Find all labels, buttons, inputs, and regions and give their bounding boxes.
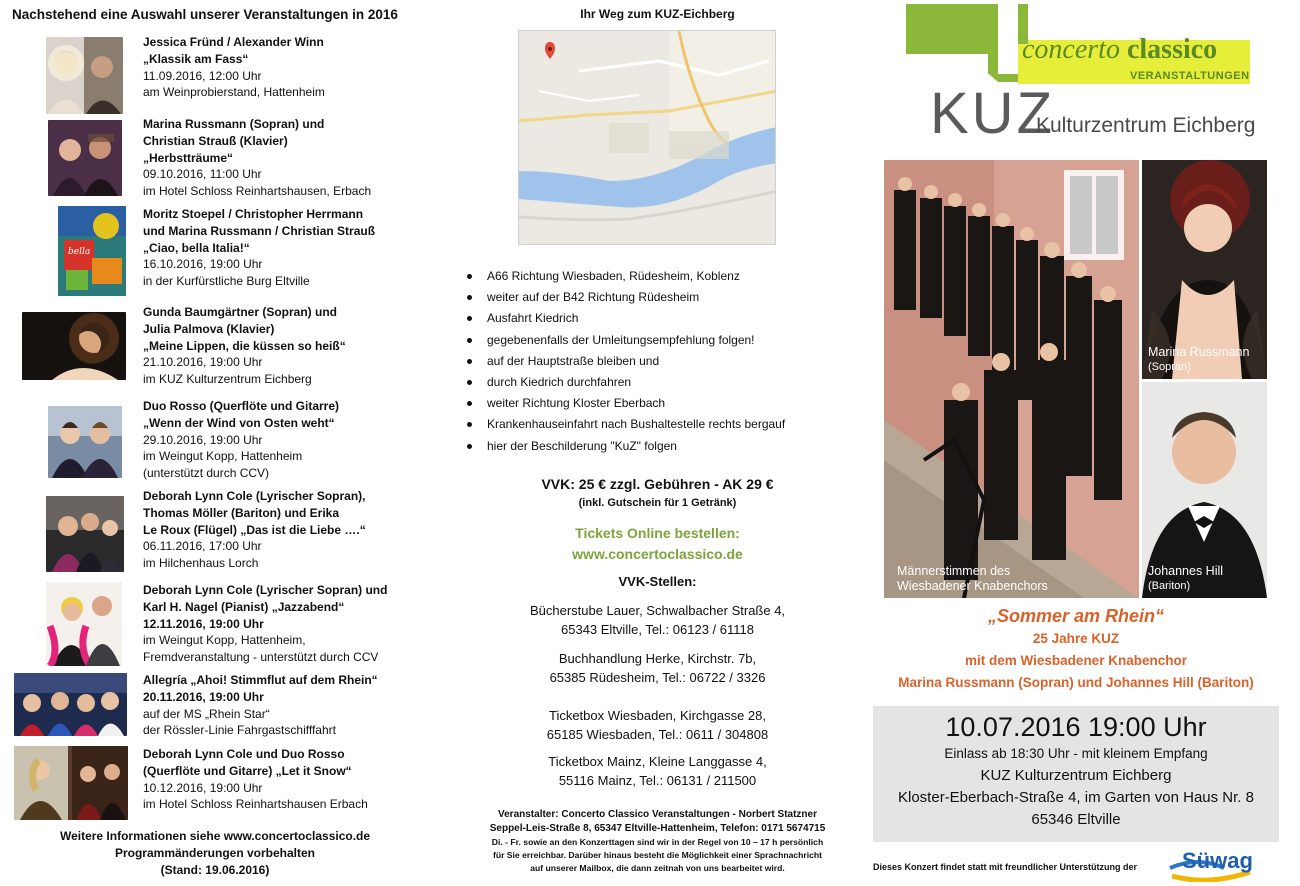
kuz-name: Kulturzentrum Eichberg xyxy=(1036,114,1256,137)
presale-store: Bücherstube Lauer, Schwalbacher Straße 4, 65343 Eltville, Tel.: 06123 / 61118 xyxy=(529,603,786,637)
kuz-letters: KUZ xyxy=(930,81,1055,146)
concert-subtitle: mit dem Wiesbadener Knabenchor xyxy=(965,653,1187,668)
admission-time: Einlass ab 18:30 Uhr - mit kleinem Empfang xyxy=(944,746,1208,761)
baritone-photo xyxy=(1142,382,1267,598)
direction-step: weiter auf der B42 Richtung Rüdesheim xyxy=(464,287,785,308)
event-text: Duo Rosso (Querflöte und Gitarre) „Wenn der Wind von Osten weht“ 29.10.2016, 19:00 Uhr im Weingut Kopp, Hattenheim (unterstützt durch CCV) xyxy=(143,399,340,481)
concert-title: „Sommer am Rhein“ xyxy=(987,606,1165,626)
concert-date: 10.07.2016 19:00 Uhr xyxy=(945,712,1207,742)
route-map xyxy=(518,30,776,245)
direction-step: Krankenhauseinfahrt nach Bushaltestelle rechts bergauf xyxy=(464,414,785,435)
event-text: Deborah Lynn Cole und Duo Rosso (Querflöte und Gitarre) „Let it Snow“ 10.12.2016, 19:00 Uhr im Hotel Schloss Reinhartshausen Erbach xyxy=(143,747,368,812)
online-tickets-link[interactable]: www.concertoclassico.de xyxy=(572,546,743,562)
events-heading: Nachstehend eine Auswahl unserer Veranstaltungen in 2016 xyxy=(12,7,398,22)
status-date: (Stand: 19.06.2016) xyxy=(160,863,270,877)
ticket-prices: VVK: 25 € zzgl. Gebühren - AK 29 € xyxy=(541,476,774,492)
direction-step: weiter Richtung Kloster Eberbach xyxy=(464,393,785,414)
sponsor-text: Dieses Konzert findet statt mit freundlicher Unterstützung der xyxy=(873,862,1138,872)
soprano-caption: Marina Russmann (Sopran) xyxy=(1148,345,1250,373)
logo-sub: VERANSTALTUNGEN xyxy=(1130,70,1250,82)
event-photo xyxy=(48,120,122,196)
presale-heading: VVK-Stellen: xyxy=(618,574,697,589)
choir-photo xyxy=(884,160,1139,598)
suewag-logo xyxy=(1168,846,1274,882)
more-info-line: Weitere Informationen siehe www.concertoclassico.de xyxy=(59,829,371,843)
concert-subtitle: 25 Jahre KUZ xyxy=(1032,631,1120,646)
organizer-info: Veranstalter: Concerto Classico Veranstaltungen - Norbert Statzner Seppel-Leis-Straße 8, 65347 Eltville-Hattenheim, Telefon: 0171 5674715 Di. - Fr. sowie an den Konzerttagen sind wir in der Regel von 10 – 17 h persönlich für Sie erreichbar. Darüber hinaus besteht die Möglichkeit einer Sprachnachricht auf unserer Mailbox, die dann zeitnah von uns bearbeitet wird. xyxy=(489,809,826,873)
event-photo xyxy=(14,746,128,820)
date-box xyxy=(873,706,1279,842)
ticket-prices-note: (inkl. Gutschein für 1 Getränk) xyxy=(578,497,737,509)
direction-step: gegebenenfalls der Umleitungsempfehlung folgen! xyxy=(464,330,785,351)
event-text: Deborah Lynn Cole (Lyrischer Sopran), Thomas Möller (Bariton) und Erika Le Roux (Flügel) „Das ist die Liebe ….“ 06.11.2016, 17:00 Uhr im Hilchenhaus Lorch xyxy=(143,489,366,571)
event-text: Deborah Lynn Cole (Lyrischer Sopran) und Karl H. Nagel (Pianist) „Jazzabend“ 12.11.2016, 19:00 Uhr im Weingut Kopp, Hattenheim, Fremdveranstaltung - unterstützt durch CCV xyxy=(143,583,388,665)
route-title: Ihr Weg zum KUZ-Eichberg xyxy=(580,7,735,21)
directions-column xyxy=(430,0,870,886)
online-tickets-label: Tickets Online bestellen: xyxy=(575,525,740,541)
event-text: Moritz Stoepel / Christopher Herrmann und Marina Russmann / Christian Strauß „Ciao, bella Italia!“ 16.10.2016, 19:00 Uhr in der Kurfürstliche Burg Eltville xyxy=(143,207,376,289)
directions-list xyxy=(464,266,785,457)
event-photo xyxy=(46,37,123,114)
event-photo xyxy=(46,496,124,572)
choir-caption: Männerstimmen des Wiesbadener Knabenchors xyxy=(897,564,1048,593)
suewag-wordmark: Süwag xyxy=(1182,848,1253,873)
presale-store: Ticketbox Wiesbaden, Kirchgasse 28, 65185 Wiesbaden, Tel.: 0611 / 304808 xyxy=(546,708,769,742)
soprano-photo xyxy=(1142,160,1267,379)
online-tickets xyxy=(430,523,885,565)
event-photo xyxy=(22,312,126,380)
concert-column xyxy=(870,0,1300,886)
event-text: Jessica Fründ / Alexander Winn „Klassik am Fass“ 11.09.2016, 12:00 Uhr am Weinprobierstand, Hattenheim xyxy=(143,35,325,100)
direction-step: auf der Hauptstraße bleiben und xyxy=(464,351,785,372)
event-text: Marina Russmann (Sopran) und Christian Strauß (Klavier) „Herbstträume“ 09.10.2016, 11:00 Uhr im Hotel Schloss Reinhartshausen, Erbach xyxy=(143,117,372,199)
direction-step: durch Kiedrich durchfahren xyxy=(464,372,785,393)
event-photo xyxy=(48,406,122,478)
event-photo xyxy=(14,673,127,736)
event-photo xyxy=(58,206,126,296)
concert-title-block xyxy=(870,604,1282,694)
events-column xyxy=(0,0,420,886)
presale-store: Buchhandlung Herke, Kirchstr. 7b, 65385 Rüdesheim, Tel.: 06722 / 3326 xyxy=(549,651,766,685)
event-text: Allegría „Ahoi! Stimmflut auf dem Rhein“ 20.11.2016, 19:00 Uhr auf der MS „Rhein Star“ der Rössler-Linie Fahrgastschifffahrt xyxy=(143,673,378,738)
event-photo xyxy=(46,582,122,666)
events-footer xyxy=(0,828,430,879)
direction-step: Ausfahrt Kiedrich xyxy=(464,308,785,329)
event-text: Gunda Baumgärtner (Sopran) und Julia Palmova (Klavier) „Meine Lippen, die küssen so heiß“ 21.10.2016, 19:00 Uhr im KUZ Kulturzentrum Eichberg xyxy=(143,305,346,387)
baritone-caption: Johannes Hill (Bariton) xyxy=(1148,564,1224,592)
svg-text:bella: bella xyxy=(68,247,91,257)
venue-city: 65346 Eltville xyxy=(1031,811,1121,828)
venue-name: KUZ Kulturzentrum Eichberg xyxy=(980,767,1172,784)
direction-step: A66 Richtung Wiesbaden, Rüdesheim, Koblenz xyxy=(464,266,785,287)
concerto-classico-logo xyxy=(906,4,1251,84)
presale-store: Ticketbox Mainz, Kleine Langgasse 4, 55116 Mainz, Tel.: 06131 / 211500 xyxy=(548,754,767,788)
logo-wordmark: concerto classico xyxy=(1022,34,1218,65)
concert-subtitle: Marina Russmann (Sopran) und Johannes Hill (Bariton) xyxy=(898,675,1254,690)
venue-address: Kloster-Eberbach-Straße 4, im Garten von Haus Nr. 8 xyxy=(898,789,1254,806)
kuz-logo xyxy=(900,81,1280,148)
changes-note: Programmänderungen vorbehalten xyxy=(114,846,316,860)
direction-step: hier der Beschilderung "KuZ" folgen xyxy=(464,436,785,457)
